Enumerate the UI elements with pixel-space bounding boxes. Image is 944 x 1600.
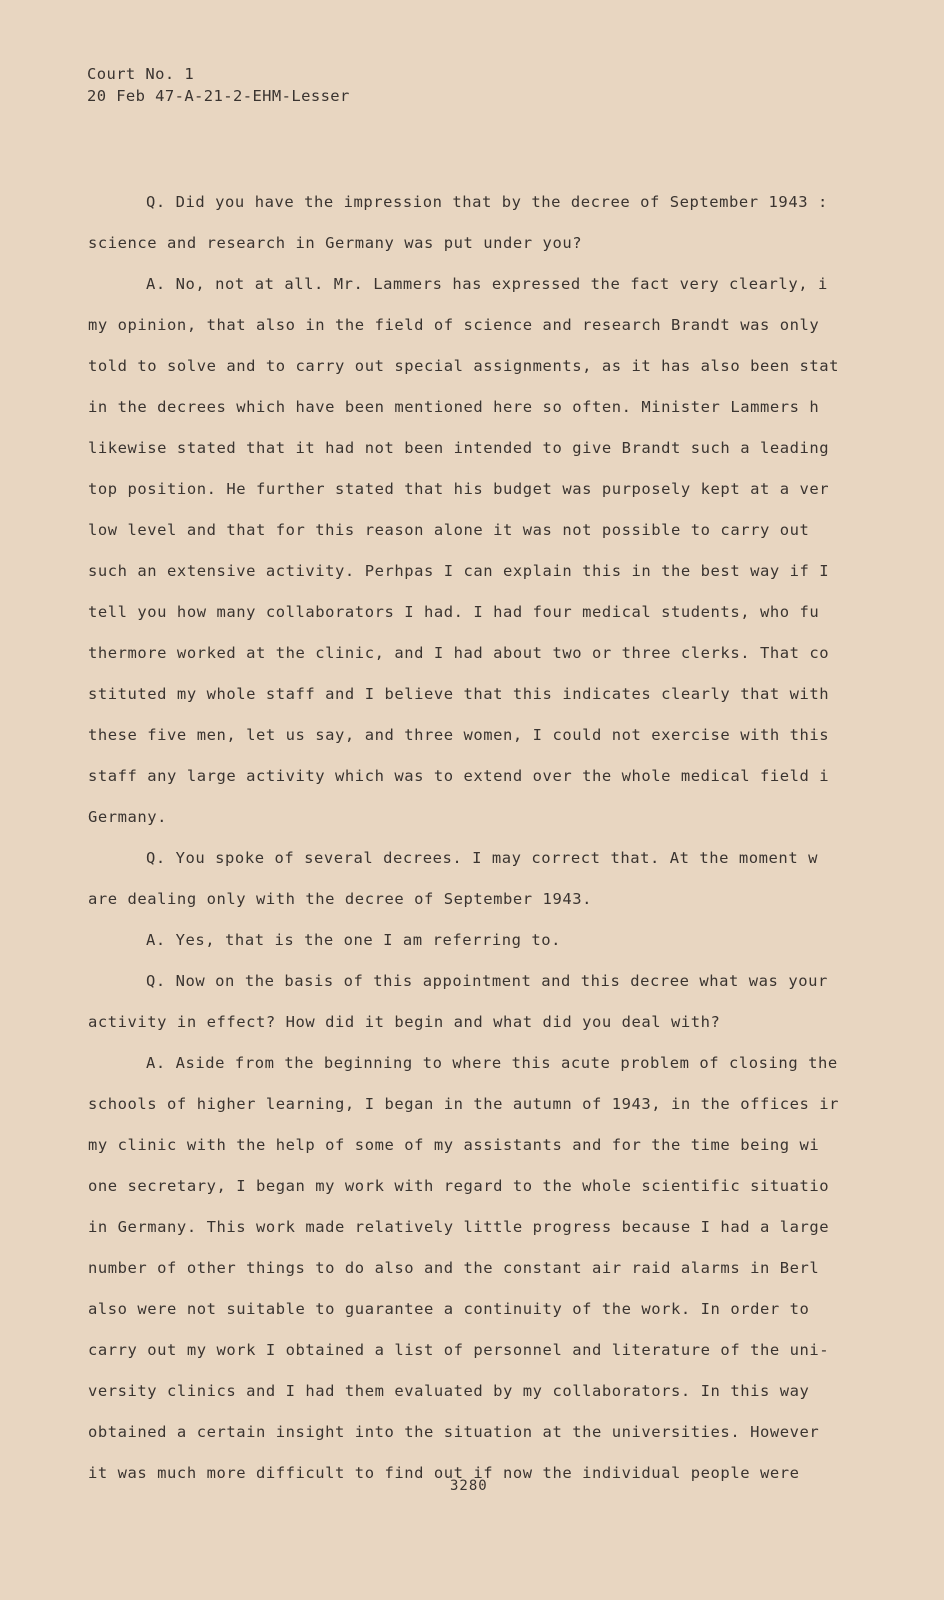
transcript-line: Germany. (88, 808, 168, 826)
transcript-line: told to solve and to carry out special assignments, as it has also been stat (88, 357, 840, 375)
transcript-line: tell you how many collaborators I had. I had four medical students, who fu (88, 603, 820, 621)
transcript-line: stituted my whole staff and I believe that this indicates clearly that with (88, 685, 830, 703)
court-number: Court No. 1 (87, 65, 195, 83)
transcript-line: staff any large activity which was to extend over the whole medical field i (88, 767, 830, 785)
transcript-reference: 20 Feb 47-A-21-2-EHM-Lesser (87, 87, 350, 105)
transcript-line: Q. Now on the basis of this appointment and this decree what was your (146, 972, 828, 990)
transcript-body (88, 182, 860, 1494)
transcript-line: versity clinics and I had them evaluated by my collaborators. In this way (88, 1382, 810, 1400)
transcript-line: top position. He further stated that his budget was purposely kept at a ver (88, 480, 830, 498)
transcript-line: are dealing only with the decree of September 1943. (88, 890, 592, 908)
transcript-line: activity in effect? How did it begin and what did you deal with? (88, 1013, 721, 1031)
transcript-line: my opinion, that also in the field of science and research Brandt was only (88, 316, 820, 334)
transcript-line: one secretary, I began my work with regard to the whole scientific situatio (88, 1177, 830, 1195)
transcript-line: carry out my work I obtained a list of personnel and literature of the uni- (88, 1341, 830, 1359)
transcript-line: in Germany. This work made relatively little progress because I had a large (88, 1218, 830, 1236)
transcript-line: low level and that for this reason alone it was not possible to carry out (88, 521, 810, 539)
page-number: 3280 (450, 1478, 488, 1494)
transcript-line: Q. Did you have the impression that by the decree of September 1943 : (146, 193, 828, 211)
transcript-line: science and research in Germany was put under you? (88, 234, 583, 252)
document-header (87, 63, 350, 107)
transcript-line: it was much more difficult to find out if now the individual people were (88, 1464, 800, 1482)
transcript-line: number of other things to do also and the constant air raid alarms in Berl (88, 1259, 820, 1277)
transcript-line: obtained a certain insight into the situation at the universities. However (88, 1423, 820, 1441)
transcript-line: Q. You spoke of several decrees. I may correct that. At the moment w (146, 849, 818, 867)
transcript-line: these five men, let us say, and three women, I could not exercise with this (88, 726, 830, 744)
transcript-line: A. Aside from the beginning to where this acute problem of closing the (146, 1054, 838, 1072)
transcript-line: thermore worked at the clinic, and I had about two or three clerks. That co (88, 644, 830, 662)
transcript-line: A. Yes, that is the one I am referring to. (146, 931, 562, 949)
transcript-line: in the decrees which have been mentioned here so often. Minister Lammers h (88, 398, 820, 416)
transcript-line: also were not suitable to guarantee a continuity of the work. In order to (88, 1300, 810, 1318)
transcript-line: likewise stated that it had not been intended to give Brandt such a leading (88, 439, 830, 457)
transcript-line: schools of higher learning, I began in the autumn of 1943, in the offices ir (88, 1095, 840, 1113)
transcript-line: my clinic with the help of some of my assistants and for the time being wi (88, 1136, 820, 1154)
transcript-line: A. No, not at all. Mr. Lammers has expressed the fact very clearly, i (146, 275, 828, 293)
transcript-line: such an extensive activity. Perhpas I can explain this in the best way if I (88, 562, 830, 580)
